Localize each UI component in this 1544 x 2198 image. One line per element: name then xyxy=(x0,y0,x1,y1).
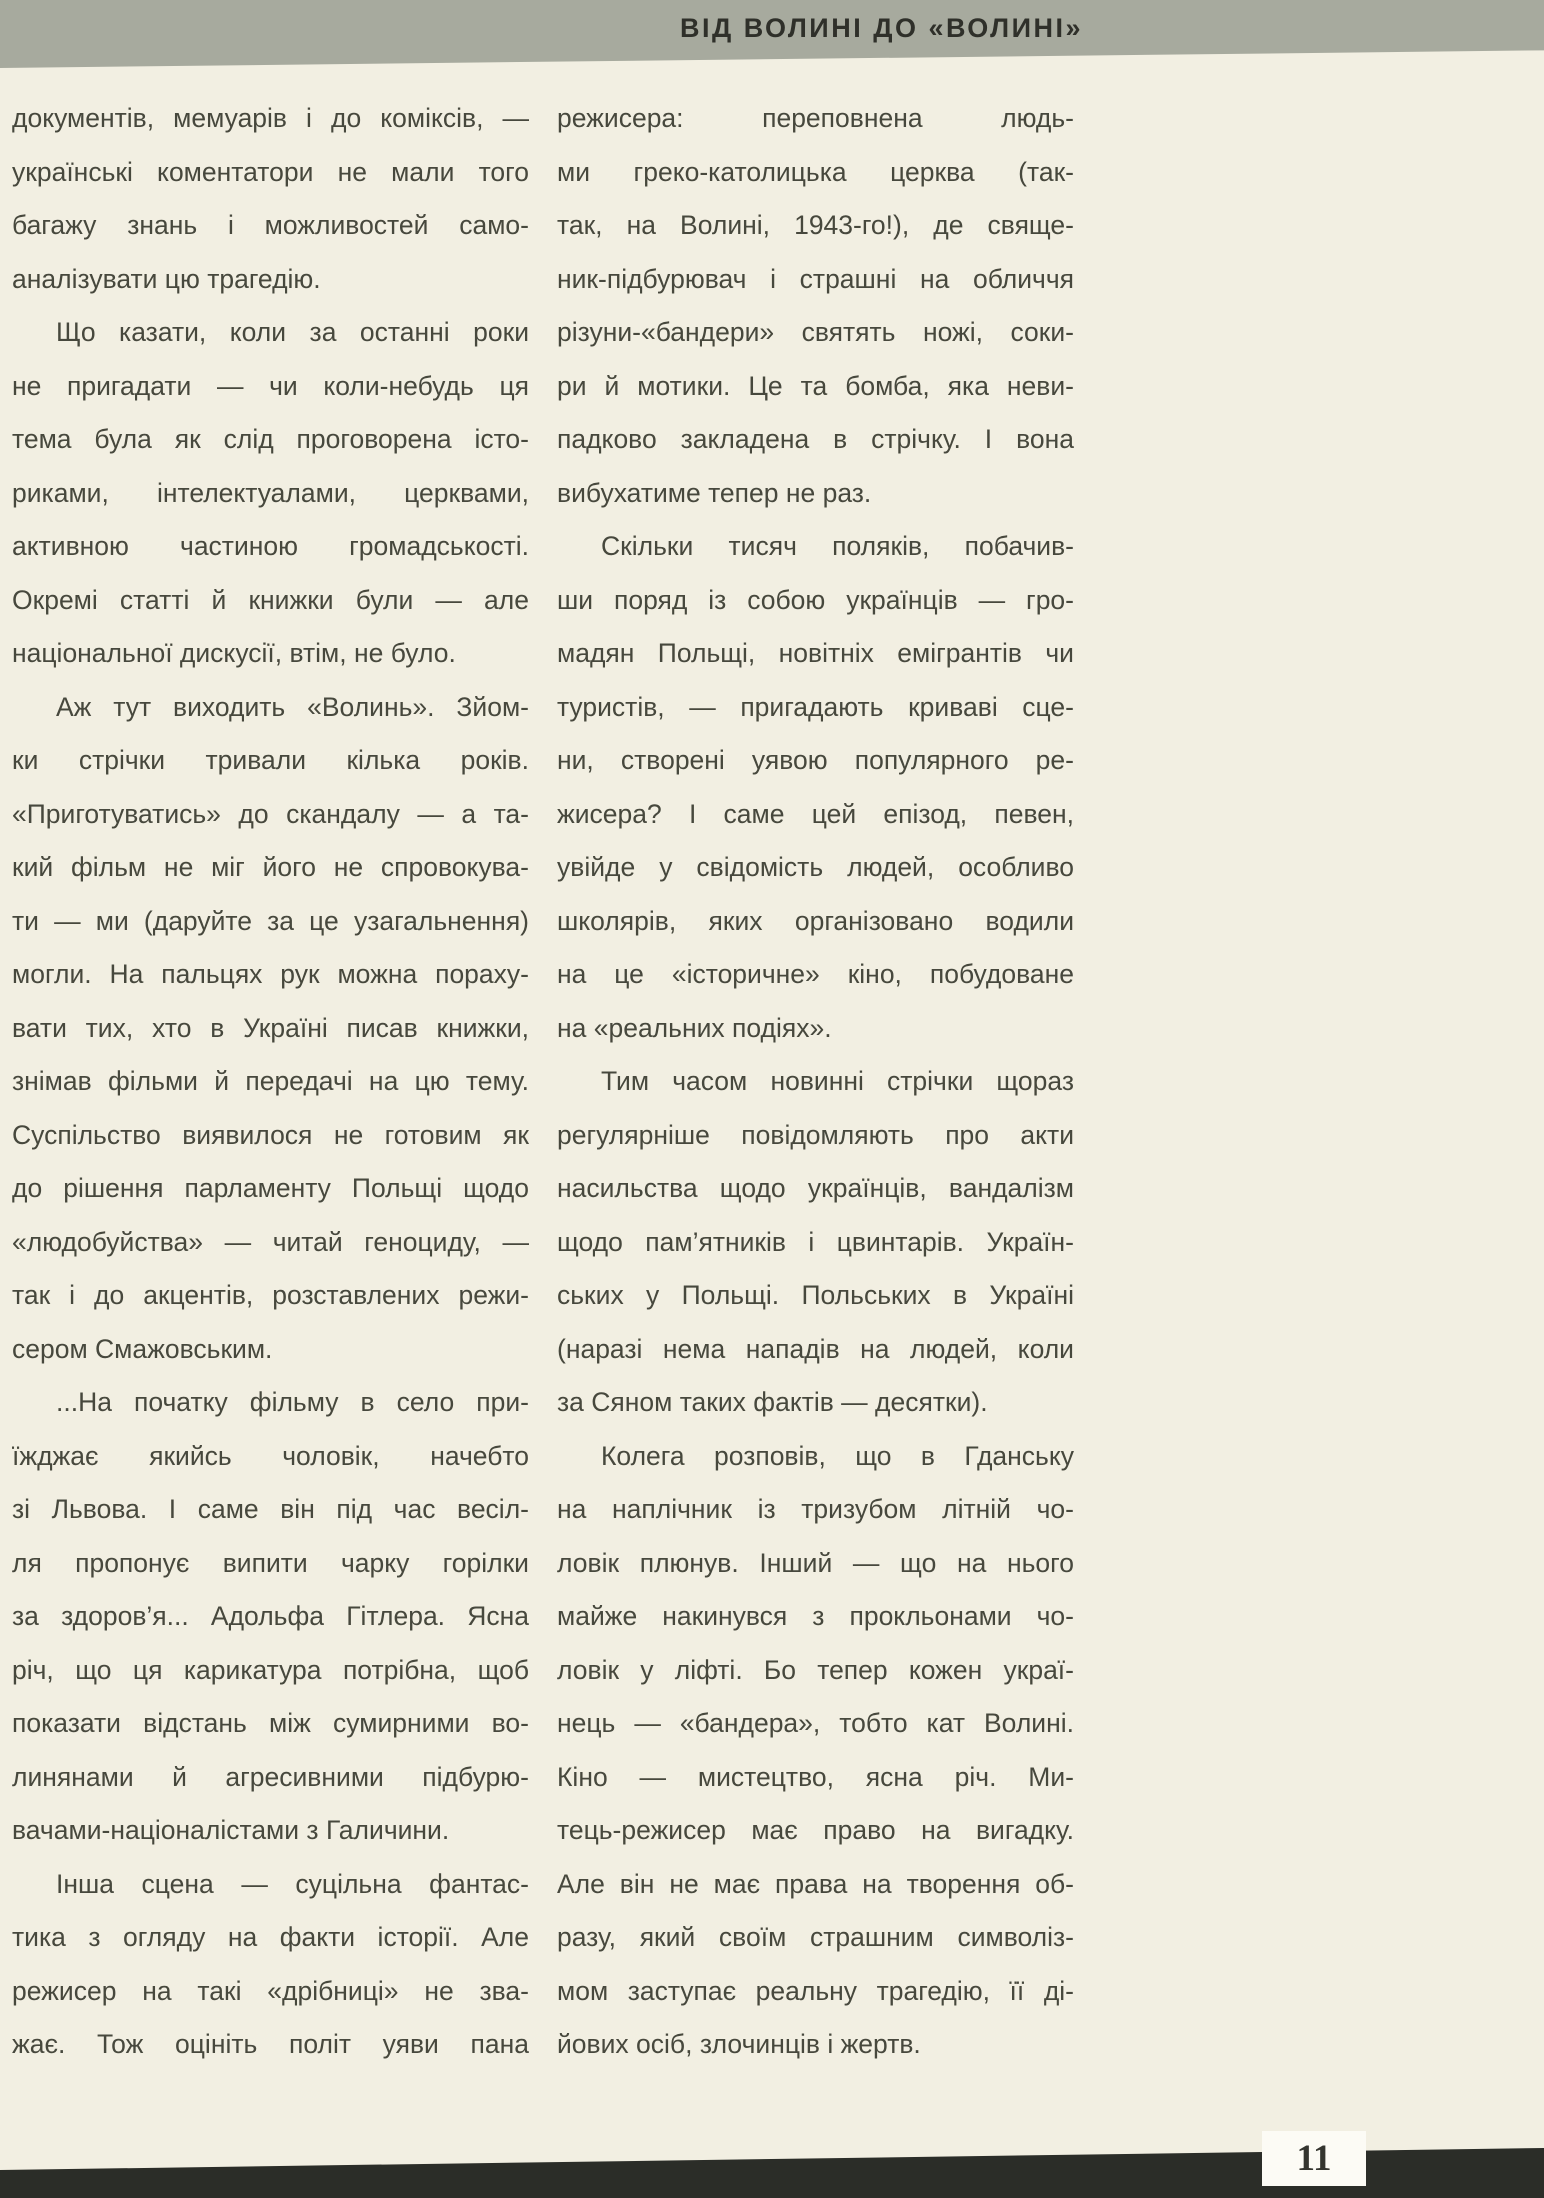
text-line: нець — «бандера», тобто кат Волині. xyxy=(557,1708,1074,1738)
text-line: риками, інтелектуалами, церквами, xyxy=(12,477,529,508)
page-number: 11 xyxy=(1296,2138,1332,2179)
text-line: за здоров’я... Адольфа Гітлера. Ясна xyxy=(12,1601,529,1631)
text-line: показати відстань між сумирними во- xyxy=(12,1708,529,1738)
text-line: регулярніше повідомляють про акти xyxy=(557,1119,1074,1150)
text-line: мом заступає реальну трагедію, її ді- xyxy=(557,1975,1074,2006)
left-text-column xyxy=(12,92,529,2072)
text-line: на наплічник із тризубом літній чо- xyxy=(557,1494,1074,1524)
text-line: Скільки тисяч поляків, побачив- xyxy=(601,531,1074,561)
text-line: на «реальних подіях». xyxy=(557,1012,832,1043)
right-text-column xyxy=(557,92,1074,2072)
text-line: на це «історичне» кіно, побудоване xyxy=(557,959,1074,989)
text-line: «Приготуватись» до скандалу — а та- xyxy=(12,798,529,829)
text-line: жає. Тож оцініть політ уяви пана xyxy=(12,2029,529,2059)
text-line: річ, що ця карикатура потрібна, щоб xyxy=(12,1654,529,1685)
text-line: ми греко-католицька церква (так- xyxy=(557,156,1074,187)
text-line: за Сяном таких фактів — десятки). xyxy=(557,1387,988,1417)
text-line: багажу знань і можливостей само- xyxy=(12,210,529,240)
text-line: зі Львова. І саме він під час весіл- xyxy=(12,1494,529,1524)
text-line: разу, який своїм страшним символіз- xyxy=(557,1922,1074,1952)
running-head: ВІД ВОЛИНІ ДО «ВОЛИНІ» xyxy=(679,13,1083,43)
text-line: українські коментатори не мали того xyxy=(12,156,529,187)
text-line: туристів, — пригадають криваві сце- xyxy=(557,691,1074,722)
text-line: Окремі статті й книжки були — але xyxy=(12,584,529,615)
text-line: вибухатиме тепер не раз. xyxy=(557,477,872,508)
text-line: увійде у свідомість людей, особливо xyxy=(557,852,1074,882)
text-line: падково закладена в стрічку. І вона xyxy=(557,424,1074,454)
text-line: Інша сцена — суцільна фантас- xyxy=(56,1868,529,1899)
text-line: документів, мемуарів і до коміксів, — xyxy=(12,103,529,133)
text-line: вачами-націоналістами з Галичини. xyxy=(12,1815,450,1845)
text-line: ти — ми (даруйте за це узагальнення) xyxy=(12,905,529,936)
text-line: режисера: переповнена людь- xyxy=(557,103,1074,133)
text-line: так, на Волині, 1943-го!), де свяще- xyxy=(557,210,1074,240)
text-line: насильства щодо українців, вандалізм xyxy=(557,1173,1074,1203)
text-line: до рішення парламенту Польщі щодо xyxy=(12,1173,529,1203)
text-line: знімав фільми й передачі на цю тему. xyxy=(12,1066,529,1096)
text-line: мадян Польщі, новітніх емігрантів чи xyxy=(557,638,1074,668)
text-line: Колега розповів, що в Гданську xyxy=(601,1440,1074,1471)
text-line: аналізувати цю трагедію. xyxy=(12,263,321,294)
text-line: різуни-«бандери» святять ножі, соки- xyxy=(557,317,1074,347)
text-line: ки стрічки тривали кілька років. xyxy=(12,745,529,775)
text-line: Але він не має права на творення об- xyxy=(557,1868,1074,1899)
text-line: ни, створені уявою популярного ре- xyxy=(557,745,1074,775)
text-line: «людобуйства» — читай геноциду, — xyxy=(12,1226,529,1257)
text-line: Кіно — мистецтво, ясна річ. Ми- xyxy=(557,1761,1074,1792)
text-line: линянами й агресивними підбурю- xyxy=(12,1761,529,1792)
text-line: ських у Польщі. Польських в Україні xyxy=(557,1280,1074,1310)
text-line: ри й мотики. Це та бомба, яка неви- xyxy=(557,370,1074,401)
text-line: Аж тут виходить «Волинь». Зйом- xyxy=(56,691,529,722)
text-line: ловік у ліфті. Бо тепер кожен украї- xyxy=(557,1654,1074,1685)
text-line: школярів, яких організовано водили xyxy=(557,905,1074,936)
text-line: жисера? І саме цей епізод, певен, xyxy=(557,798,1074,829)
text-line: тема була як слід проговорена істо- xyxy=(12,424,529,454)
text-line: Що казати, коли за останні роки xyxy=(56,317,529,347)
text-line: ля пропонує випити чарку горілки xyxy=(12,1547,529,1578)
text-line: так і до акцентів, розставлених режи- xyxy=(12,1280,529,1310)
text-line: кий фільм не міг його не спровокува- xyxy=(12,852,529,882)
text-line: тець-режисер має право на вигадку. xyxy=(557,1815,1074,1845)
text-line: Суспільство виявилося не готовим як xyxy=(12,1119,529,1150)
text-line: ловік плюнув. Інший — що на нього xyxy=(557,1547,1074,1578)
text-line: режисер на такі «дрібниці» не зва- xyxy=(12,1975,529,2006)
text-line: сером Смажовським. xyxy=(12,1333,273,1364)
text-line: майже накинувся з прокльонами чо- xyxy=(557,1601,1074,1631)
text-line: активною частиною громадськості. xyxy=(12,531,529,561)
text-line: тика з огляду на факти історії. Але xyxy=(12,1922,529,1952)
text-line: могли. На пальцях рук можна пораху- xyxy=(12,959,529,989)
text-line: (наразі нема нападів на людей, коли xyxy=(557,1333,1074,1364)
text-line: ник-підбурювач і страшні на обличчя xyxy=(557,263,1074,294)
text-line: Тим часом новинні стрічки щораз xyxy=(601,1066,1074,1096)
text-line: не пригадати — чи коли-небудь ця xyxy=(12,370,529,401)
text-line: їжджає якийсь чоловік, начебто xyxy=(12,1440,529,1471)
page-number-box xyxy=(1262,2131,1366,2186)
text-line: йових осіб, злочинців і жертв. xyxy=(557,2029,921,2059)
text-line: вати тих, хто в Україні писав книжки, xyxy=(12,1012,529,1043)
text-line: ши поряд із собою українців — гро- xyxy=(557,584,1074,615)
text-line: національної дискусії, втім, не було. xyxy=(12,638,456,668)
text-line: щодо пам’ятників і цвинтарів. Україн- xyxy=(557,1226,1074,1257)
text-line: ...На початку фільму в село при- xyxy=(56,1387,529,1417)
